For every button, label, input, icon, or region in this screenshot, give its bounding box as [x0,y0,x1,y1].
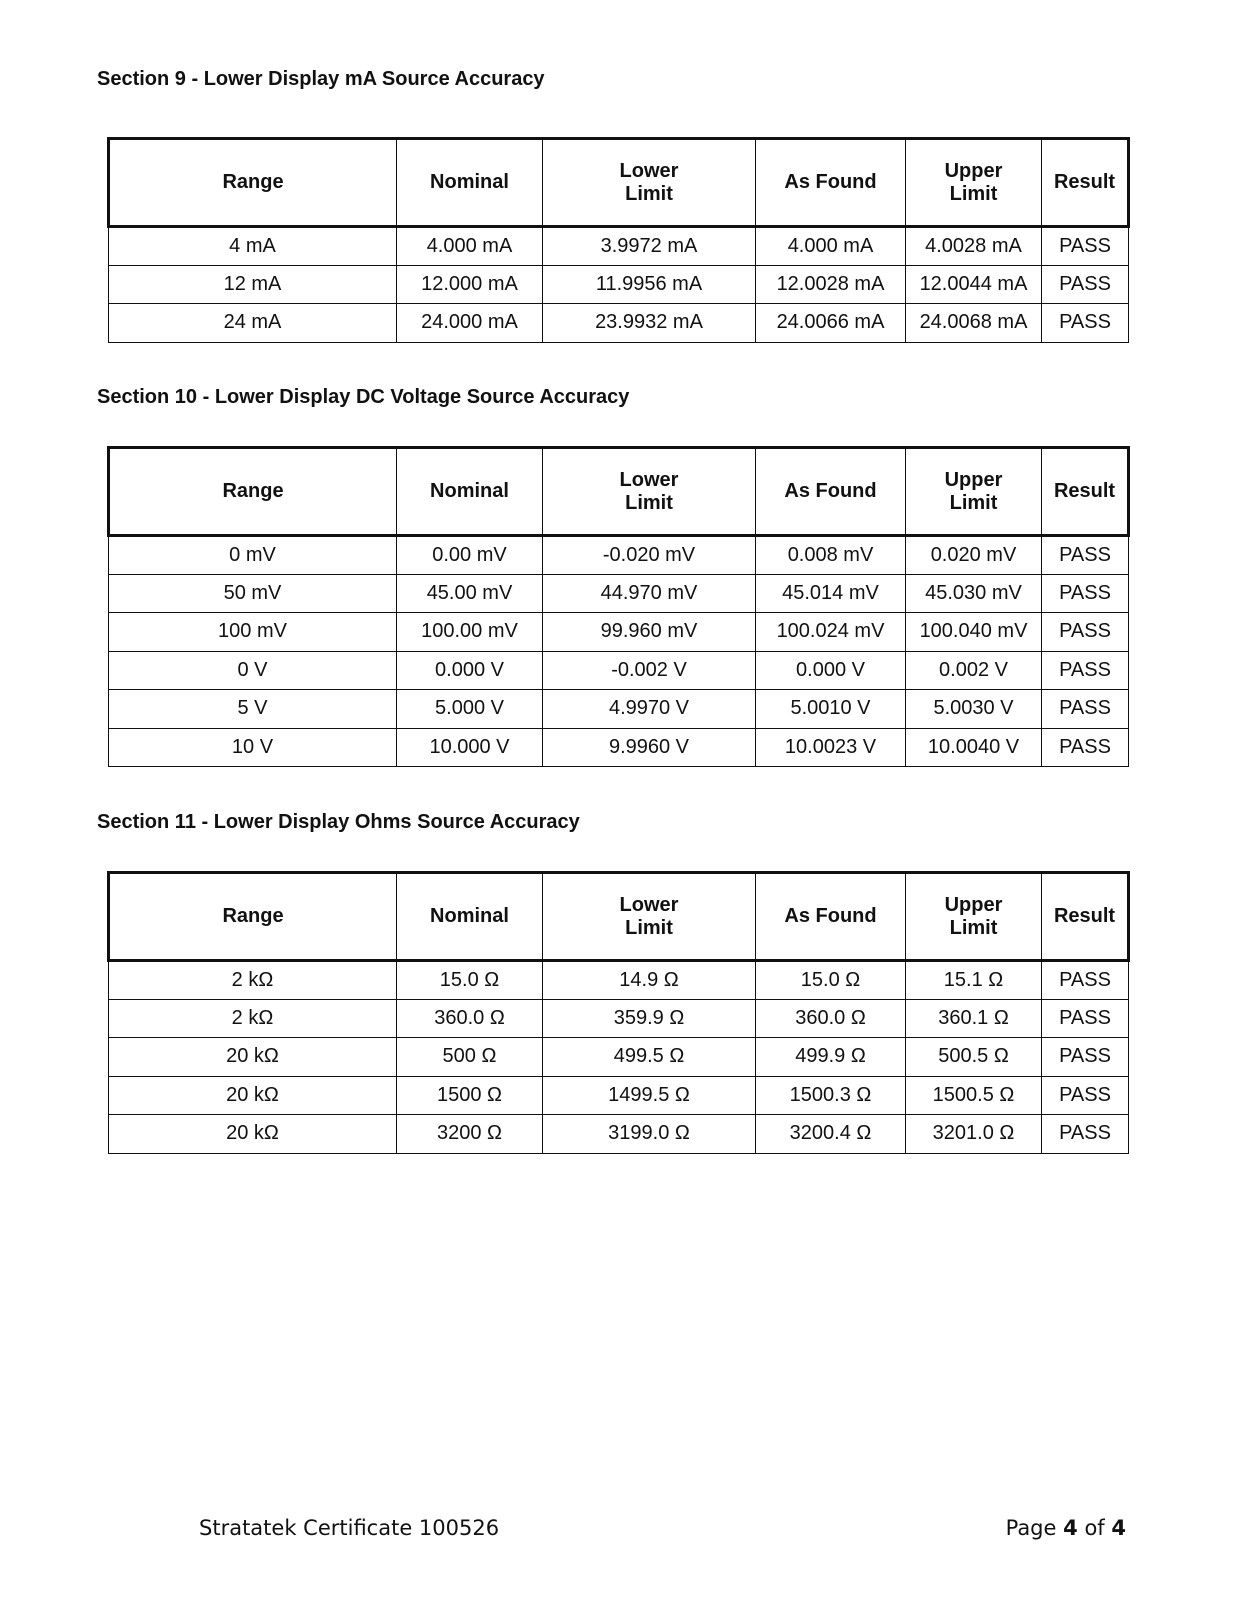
cell-lower-limit: 1499.5 Ω [543,1076,756,1115]
cell-lower-limit: 9.9960 V [543,728,756,767]
table-row [109,1038,1129,1077]
cell-lower-limit: -0.002 V [543,651,756,690]
col-header-upper-limit: Upper Limit [906,873,1042,961]
cell-as-found: 360.0 Ω [756,999,906,1038]
cell-nominal: 0.00 mV [397,536,543,575]
cell-as-found: 5.0010 V [756,690,906,729]
cell-upper-limit: 0.020 mV [906,536,1042,575]
table-row [109,536,1129,575]
cell-result: PASS [1042,999,1129,1038]
cell-result: PASS [1042,1076,1129,1115]
cell-range: 24 mA [109,304,397,343]
cell-as-found: 10.0023 V [756,728,906,767]
cell-nominal: 5.000 V [397,690,543,729]
cell-as-found: 3200.4 Ω [756,1115,906,1154]
cell-range: 20 kΩ [109,1115,397,1154]
col-header-range: Range [109,139,397,227]
cell-as-found: 24.0066 mA [756,304,906,343]
table-row [109,999,1129,1038]
cell-result: PASS [1042,613,1129,652]
cell-result: PASS [1042,574,1129,613]
cell-upper-limit: 1500.5 Ω [906,1076,1042,1115]
cell-lower-limit: 44.970 mV [543,574,756,613]
cell-range: 2 kΩ [109,961,397,1000]
col-header-range: Range [109,448,397,536]
cell-lower-limit: 14.9 Ω [543,961,756,1000]
cell-result: PASS [1042,961,1129,1000]
col-header-result: Result [1042,873,1129,961]
cell-upper-limit: 100.040 mV [906,613,1042,652]
col-header-lower-limit: Lower Limit [543,139,756,227]
cell-as-found: 1500.3 Ω [756,1076,906,1115]
table-row [109,265,1129,304]
col-header-nominal: Nominal [397,139,543,227]
cell-as-found: 45.014 mV [756,574,906,613]
col-header-nominal: Nominal [397,873,543,961]
col-header-range: Range [109,873,397,961]
col-header-result: Result [1042,139,1129,227]
section-10-table [107,446,1130,767]
cell-range: 20 kΩ [109,1038,397,1077]
cell-nominal: 24.000 mA [397,304,543,343]
cell-range: 5 V [109,690,397,729]
cell-nominal: 45.00 mV [397,574,543,613]
cell-result: PASS [1042,1115,1129,1154]
cell-range: 2 kΩ [109,999,397,1038]
col-header-as-found: As Found [756,139,906,227]
col-header-as-found: As Found [756,873,906,961]
cell-result: PASS [1042,690,1129,729]
cell-nominal: 15.0 Ω [397,961,543,1000]
cell-result: PASS [1042,1038,1129,1077]
cell-as-found: 12.0028 mA [756,265,906,304]
cell-upper-limit: 500.5 Ω [906,1038,1042,1077]
col-header-result: Result [1042,448,1129,536]
cell-lower-limit: 3199.0 Ω [543,1115,756,1154]
cell-nominal: 500 Ω [397,1038,543,1077]
cell-result: PASS [1042,227,1129,266]
cell-range: 4 mA [109,227,397,266]
cell-lower-limit: 11.9956 mA [543,265,756,304]
cell-upper-limit: 12.0044 mA [906,265,1042,304]
page-of: of [1084,1516,1105,1540]
cell-range: 50 mV [109,574,397,613]
cell-upper-limit: 0.002 V [906,651,1042,690]
cell-nominal: 0.000 V [397,651,543,690]
cell-as-found: 0.000 V [756,651,906,690]
cell-upper-limit: 10.0040 V [906,728,1042,767]
cell-nominal: 1500 Ω [397,1076,543,1115]
col-header-nominal: Nominal [397,448,543,536]
cell-result: PASS [1042,651,1129,690]
page-total: 4 [1111,1516,1126,1540]
cell-result: PASS [1042,265,1129,304]
col-header-upper-limit: Upper Limit [906,139,1042,227]
section-11-title: Section 11 - Lower Display Ohms Source Accuracy [97,811,580,833]
cell-range: 100 mV [109,613,397,652]
cell-lower-limit: 99.960 mV [543,613,756,652]
cell-range: 10 V [109,728,397,767]
table-row [109,651,1129,690]
cell-as-found: 100.024 mV [756,613,906,652]
cell-range: 0 mV [109,536,397,575]
col-header-lower-limit: Lower Limit [543,448,756,536]
cell-nominal: 100.00 mV [397,613,543,652]
col-header-upper-limit: Upper Limit [906,448,1042,536]
table-row [109,304,1129,343]
footer-page-number [1006,1516,1126,1540]
cell-upper-limit: 360.1 Ω [906,999,1042,1038]
col-header-lower-limit: Lower Limit [543,873,756,961]
cell-range: 0 V [109,651,397,690]
cell-lower-limit: -0.020 mV [543,536,756,575]
section-11-table [107,871,1130,1154]
cell-range: 20 kΩ [109,1076,397,1115]
section-10-title: Section 10 - Lower Display DC Voltage Source Accuracy [97,386,630,408]
cell-as-found: 499.9 Ω [756,1038,906,1077]
table-row [109,728,1129,767]
cell-lower-limit: 3.9972 mA [543,227,756,266]
cell-lower-limit: 4.9970 V [543,690,756,729]
cell-nominal: 4.000 mA [397,227,543,266]
table-row [109,227,1129,266]
table-row [109,613,1129,652]
cell-nominal: 3200 Ω [397,1115,543,1154]
section-9-table [107,137,1130,343]
cell-as-found: 4.000 mA [756,227,906,266]
cell-lower-limit: 23.9932 mA [543,304,756,343]
page-current: 4 [1063,1516,1078,1540]
cell-upper-limit: 15.1 Ω [906,961,1042,1000]
table-row [109,1076,1129,1115]
table-header-row [109,139,1129,227]
cell-range: 12 mA [109,265,397,304]
table-header-row [109,873,1129,961]
cell-nominal: 360.0 Ω [397,999,543,1038]
table-row [109,1115,1129,1154]
cell-result: PASS [1042,304,1129,343]
footer-certificate: Stratatek Certificate 100526 [199,1516,500,1540]
cell-result: PASS [1042,536,1129,575]
cell-upper-limit: 3201.0 Ω [906,1115,1042,1154]
cell-upper-limit: 4.0028 mA [906,227,1042,266]
cell-nominal: 12.000 mA [397,265,543,304]
cell-as-found: 15.0 Ω [756,961,906,1000]
table-row [109,961,1129,1000]
table-header-row [109,448,1129,536]
cell-upper-limit: 5.0030 V [906,690,1042,729]
cell-upper-limit: 45.030 mV [906,574,1042,613]
cell-lower-limit: 499.5 Ω [543,1038,756,1077]
cell-result: PASS [1042,728,1129,767]
cell-as-found: 0.008 mV [756,536,906,575]
section-9-title: Section 9 - Lower Display mA Source Accuracy [97,68,545,90]
table-row [109,690,1129,729]
page-word: Page [1005,1516,1057,1540]
cell-upper-limit: 24.0068 mA [906,304,1042,343]
cell-lower-limit: 359.9 Ω [543,999,756,1038]
cell-nominal: 10.000 V [397,728,543,767]
col-header-as-found: As Found [756,448,906,536]
table-row [109,574,1129,613]
